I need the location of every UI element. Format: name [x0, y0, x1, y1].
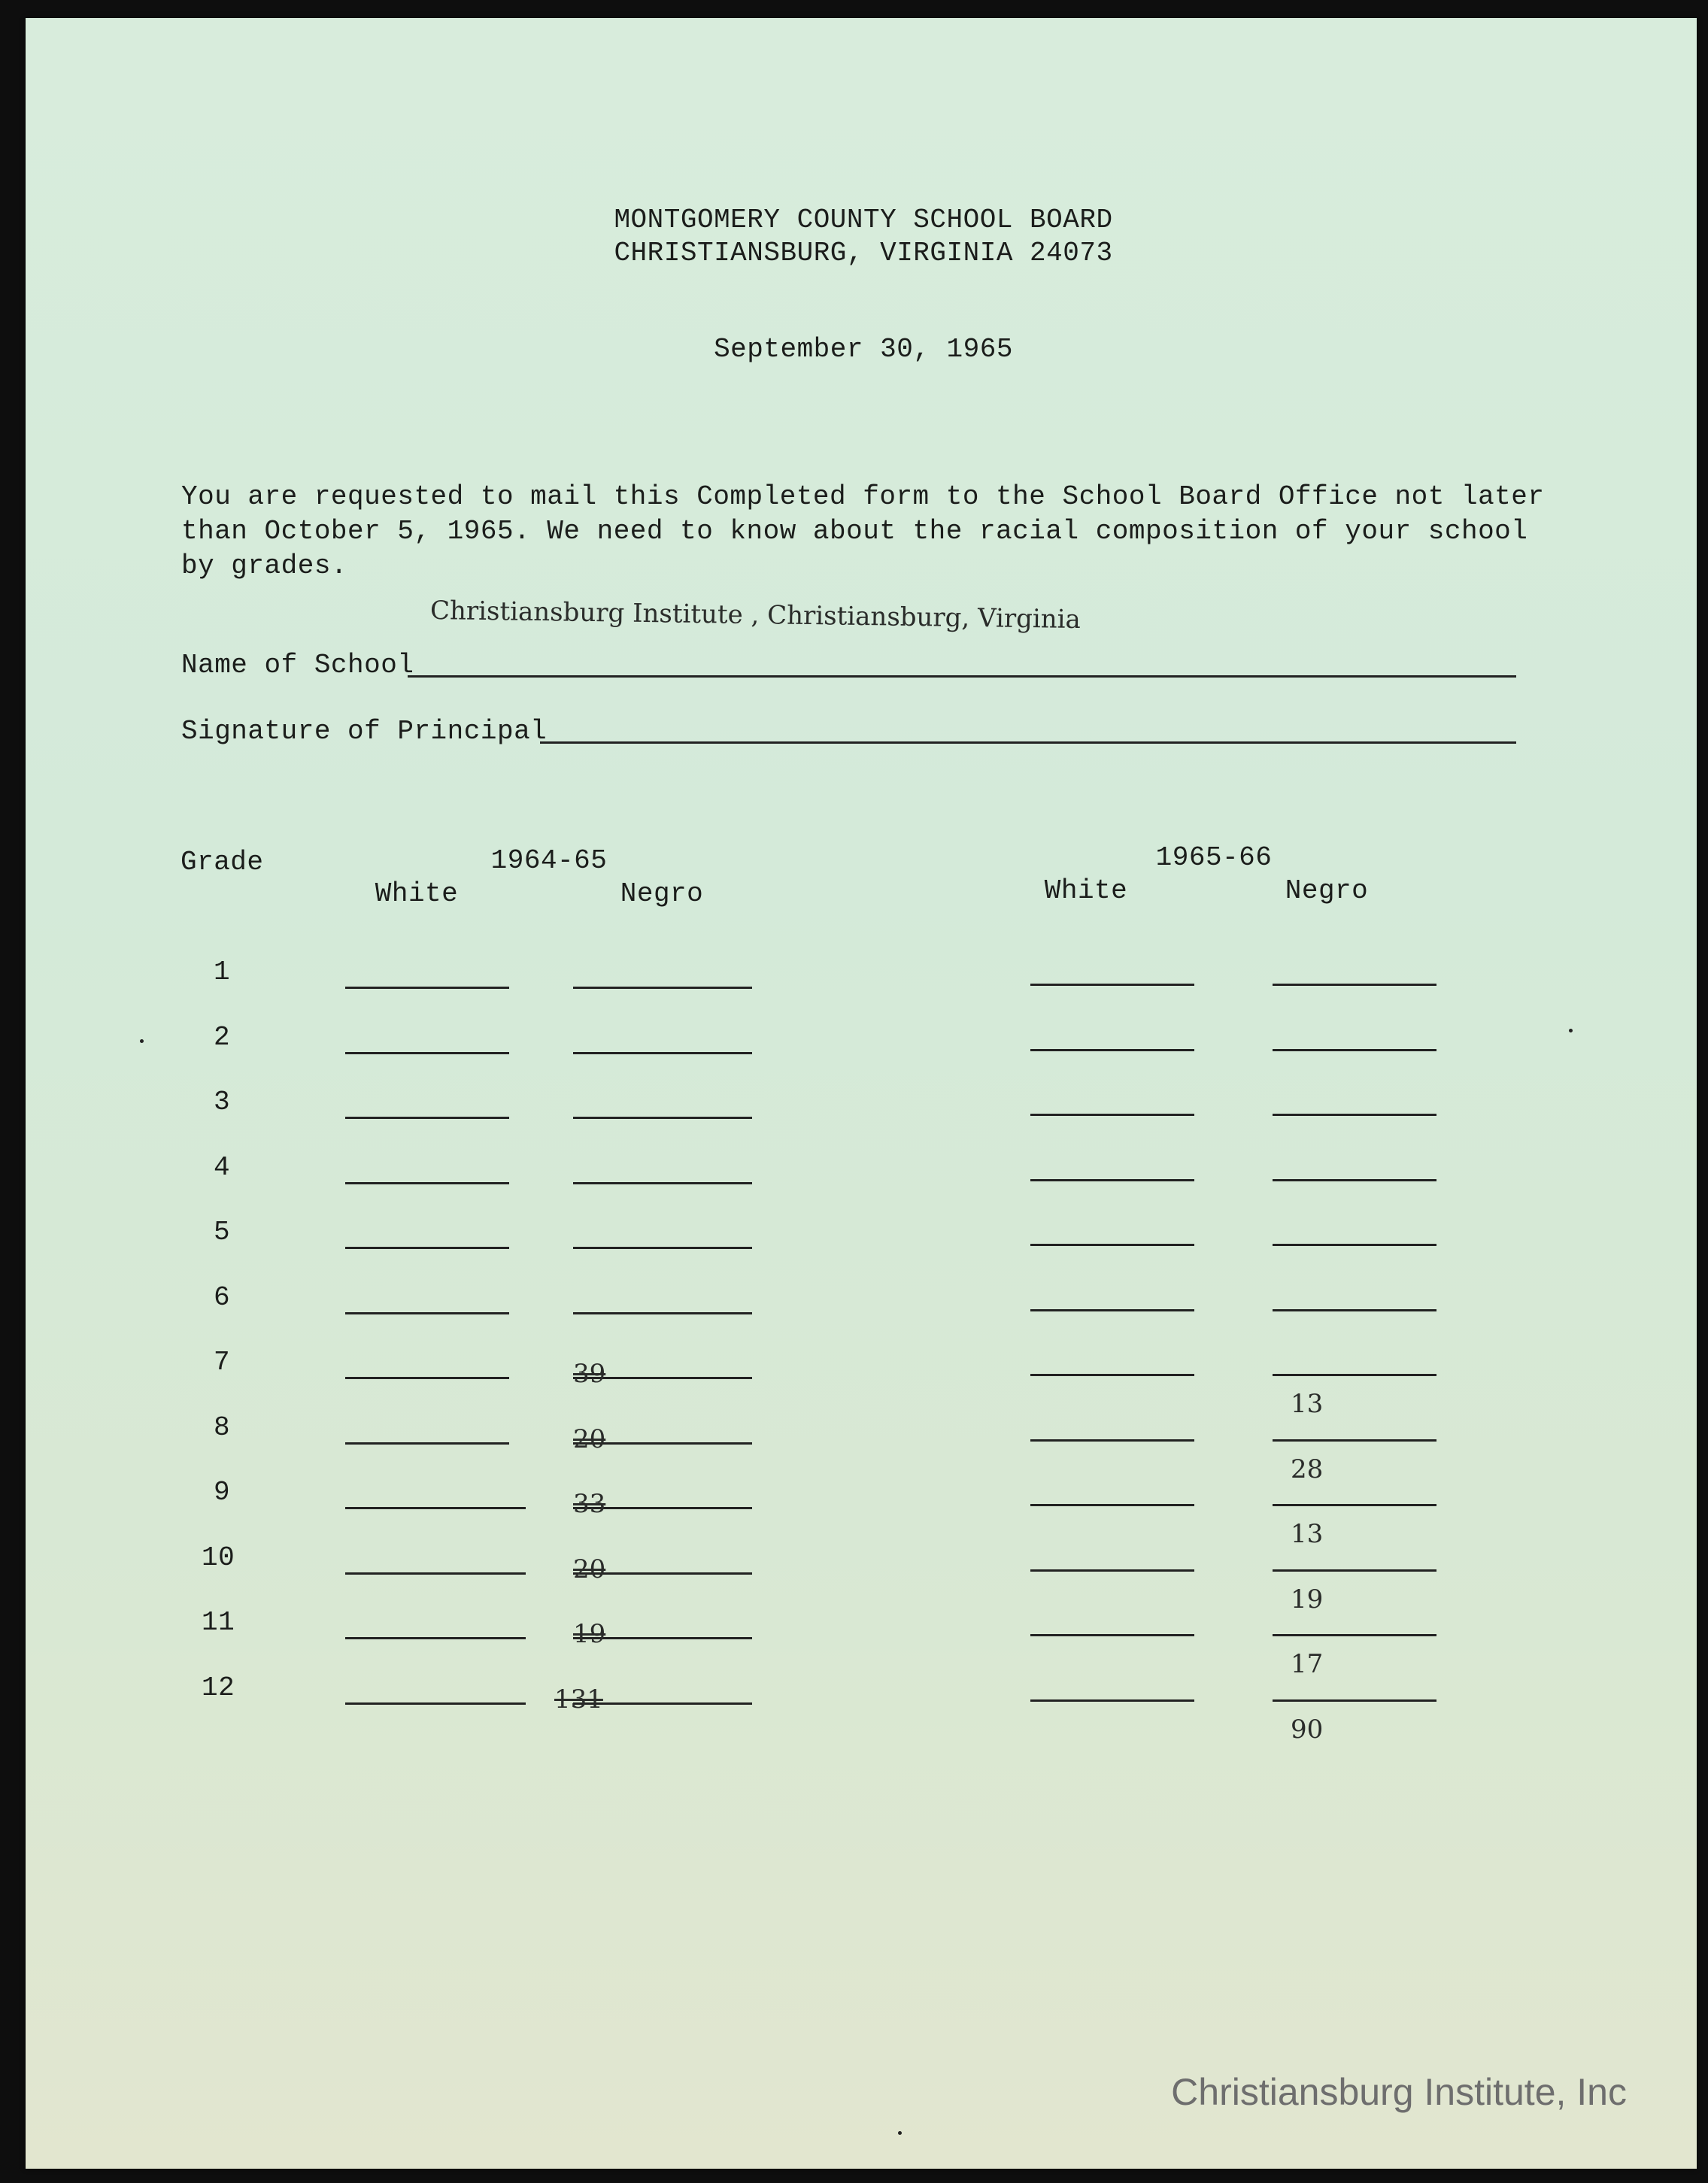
negro-1964-value: 19 [573, 1619, 606, 1649]
white-1965-line [1030, 1309, 1194, 1311]
white-1964-line [345, 1312, 509, 1314]
white-1964-line [345, 1507, 526, 1509]
negro-1965-line [1273, 1569, 1436, 1572]
white-1964-line [345, 1247, 509, 1249]
negro-1964-value: 131 [554, 1684, 603, 1715]
white-1964-line [345, 987, 509, 989]
negro-1964-line [573, 1182, 752, 1184]
school-board-name: MONTGOMERY COUNTY SCHOOL BOARD [614, 205, 1113, 235]
instructions-line-3: by grades. [181, 550, 348, 581]
grade-number: 4 [214, 1151, 231, 1183]
negro-1965-line [1273, 1699, 1436, 1702]
stray-mark [1569, 1029, 1573, 1032]
principal-signature-line [540, 741, 1516, 744]
white-1964-line [345, 1637, 526, 1639]
form-date: September 30, 1965 [714, 334, 1013, 365]
white-1965-line [1030, 1439, 1194, 1442]
negro-1965-line [1273, 1439, 1436, 1442]
negro-1964-value: 39 [573, 1359, 606, 1389]
white-1965-line [1030, 1504, 1194, 1506]
white-1964-line [345, 1377, 509, 1379]
negro-1965-line [1273, 1374, 1436, 1376]
school-name-line [408, 675, 1516, 678]
negro-1965-line [1273, 1634, 1436, 1636]
watermark: Christiansburg Institute, Inc [1171, 2071, 1627, 2113]
white-1964-line [345, 1702, 526, 1705]
negro-1965-line [1273, 1179, 1436, 1181]
grade-number: 3 [214, 1087, 231, 1117]
stray-mark [140, 1039, 144, 1043]
form-page [26, 18, 1697, 2169]
white-1964-header: White [375, 878, 459, 909]
year-1964-65-header: 1964-65 [490, 845, 608, 876]
principal-signature-label: Signature of Principal [181, 716, 548, 747]
white-1965-line [1030, 984, 1194, 986]
negro-1965-value: 19 [1291, 1584, 1324, 1615]
white-1965-line [1030, 1634, 1194, 1636]
negro-1965-line [1273, 1309, 1436, 1311]
school-board-address: CHRISTIANSBURG, VIRGINIA 24073 [614, 238, 1113, 268]
white-1965-line [1030, 1179, 1194, 1181]
stray-mark [898, 2131, 902, 2135]
instructions-line-2: than October 5, 1965. We need to know about the racial composition of your school [181, 516, 1528, 547]
grade-number: 5 [214, 1217, 231, 1248]
grade-number: 11 [202, 1607, 235, 1638]
grade-number: 7 [214, 1347, 231, 1378]
grade-column-header: Grade [181, 847, 264, 878]
white-1964-line [345, 1442, 509, 1445]
negro-1964-line [573, 1247, 752, 1249]
white-1965-header: White [1044, 875, 1128, 906]
school-name-value: Christiansburg Institute , Christiansburg, Virginia [429, 596, 1082, 635]
white-1965-line [1030, 1049, 1194, 1051]
negro-1965-value: 13 [1291, 1519, 1324, 1549]
grade-number: 8 [214, 1411, 231, 1443]
negro-1965-line [1273, 1504, 1436, 1506]
grade-number: 10 [202, 1542, 235, 1573]
white-1965-line [1030, 1374, 1194, 1376]
instructions-line-1: You are requested to mail this Completed form to the School Board Office not later [181, 481, 1545, 512]
white-1964-line [345, 1052, 509, 1054]
negro-1964-value: 33 [573, 1489, 606, 1519]
negro-1964-header: Negro [620, 878, 704, 909]
negro-1965-value: 90 [1291, 1714, 1324, 1745]
negro-1964-value: 20 [573, 1423, 606, 1454]
white-1964-line [345, 1182, 509, 1184]
grade-number: 1 [214, 957, 231, 987]
white-1964-line [345, 1572, 526, 1575]
school-name-label: Name of School [181, 650, 414, 681]
year-1965-66-header: 1965-66 [1155, 842, 1273, 873]
negro-1964-line [573, 1117, 752, 1119]
grade-number: 2 [214, 1021, 231, 1053]
grade-number: 12 [202, 1672, 235, 1703]
grade-number: 6 [214, 1281, 231, 1313]
grade-number: 9 [214, 1477, 231, 1508]
negro-1965-value: 28 [1291, 1454, 1324, 1484]
negro-1964-line [573, 1052, 752, 1054]
white-1965-line [1030, 1244, 1194, 1246]
negro-1965-line [1273, 1114, 1436, 1116]
negro-1965-line [1273, 1244, 1436, 1246]
negro-1965-header: Negro [1285, 875, 1369, 906]
negro-1964-value: 20 [573, 1554, 606, 1584]
white-1964-line [345, 1117, 509, 1119]
white-1965-line [1030, 1569, 1194, 1572]
negro-1965-value: 13 [1291, 1389, 1324, 1419]
white-1965-line [1030, 1699, 1194, 1702]
white-1965-line [1030, 1114, 1194, 1116]
negro-1965-line [1273, 1049, 1436, 1051]
negro-1964-line [573, 987, 752, 989]
negro-1964-line [573, 1312, 752, 1314]
negro-1965-line [1273, 984, 1436, 986]
negro-1965-value: 17 [1291, 1649, 1324, 1679]
